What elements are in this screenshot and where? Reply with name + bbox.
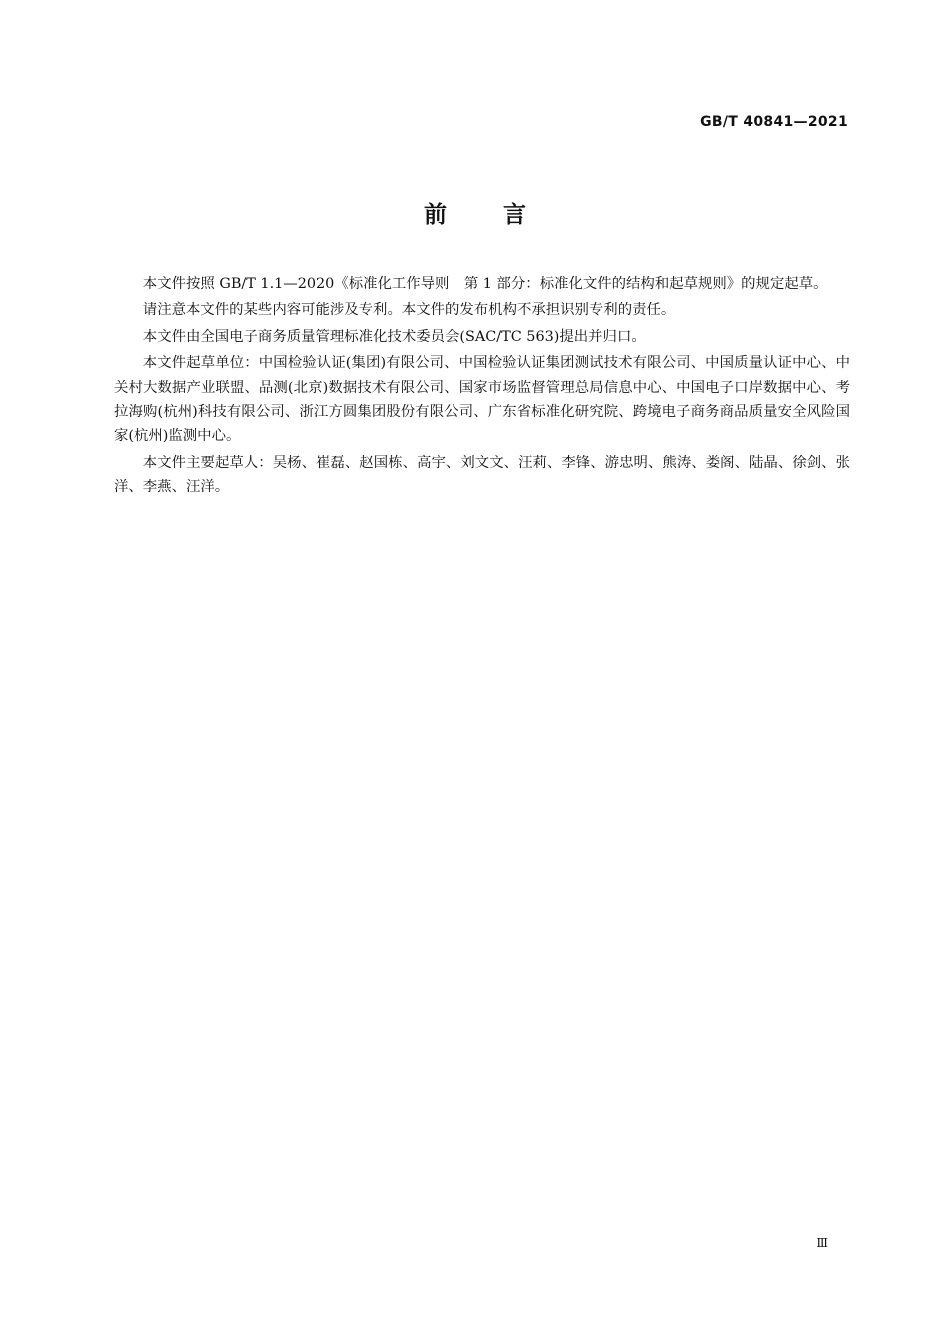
paragraph-patent-notice: 请注意本文件的某些内容可能涉及专利。本文件的发布机构不承担识别专利的责任。 <box>142 302 676 319</box>
page-number: Ⅲ <box>816 1236 828 1250</box>
standard-number: GB/T 40841—2021 <box>700 114 848 130</box>
document-body <box>114 272 850 502</box>
paragraph-drafting-organizations: 本文件起草单位：中国检验认证(集团)有限公司、中国检验认证集团测试技术有限公司、中国质量认证中心、中关村大数据产业联盟、品测(北京)数据技术有限公司、国家市场监督管理总局信息中心、中国电子口岸数据中心、考拉海购(杭州)科技有限公司、浙江方圆集团股份有限公司、广东省标准化研究院、跨境电子商务商品质量安全风险国家(杭州)监测中心。 <box>114 355 850 445</box>
paragraph-proposer: 本文件由全国电子商务质量管理标准化技术委员会(SAC/TC 563)提出并归口。 <box>142 328 646 345</box>
paragraph-drafters: 本文件主要起草人：吴杨、崔磊、赵国栋、高宇、刘文文、汪莉、李锋、游忠明、熊涛、娄阁、陆晶、徐剑、张洋、李燕、汪洋。 <box>114 454 850 496</box>
section-title: 前言 <box>424 202 582 228</box>
paragraph-drafting-rules: 本文件按照 GB/T 1.1—2020《标准化工作导则 第 1 部分：标准化文件的结构和起草规则》的规定起草。 <box>142 276 828 292</box>
